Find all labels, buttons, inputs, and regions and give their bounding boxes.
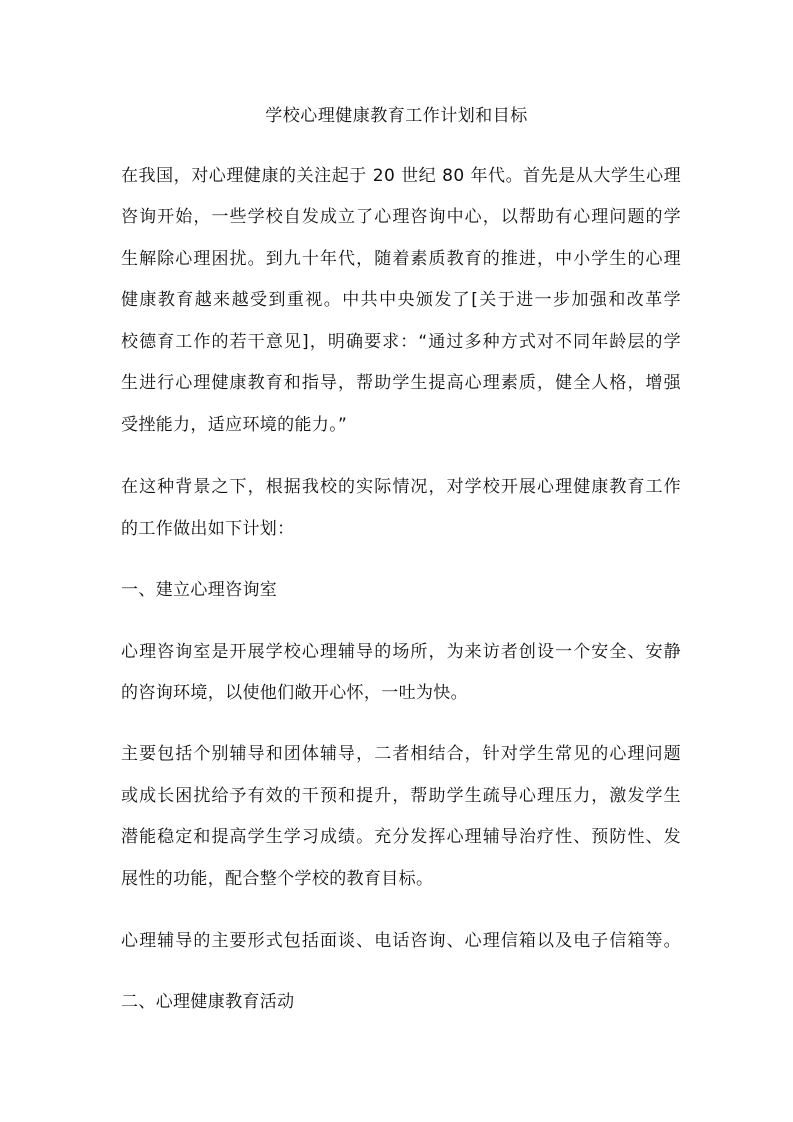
paragraph-4-line-3: 潜能稳定和提高学生学习成绩。充分发挥心理辅导治疗性、预防性、发: [121, 827, 681, 847]
paragraph-1-line-4: 健康教育越来越受到重视。中共中央颁发了[关于进一步加强和改革学: [121, 290, 681, 310]
section-heading-2: 二、心理健康教育活动: [121, 992, 295, 1012]
paragraph-5-line-1: 心理辅导的主要形式包括面谈、电话咨询、心理信箱以及电子信箱等。: [121, 931, 681, 951]
paragraph-1-line-3: 生解除心理困扰。到九十年代，随着素质教育的推进，中小学生的心理: [121, 249, 681, 269]
paragraph-2-line-2: 的工作做出如下计划：: [121, 519, 295, 539]
paragraph-3-line-2: 的咨询环境，以使他们敞开心怀，一吐为快。: [121, 683, 468, 703]
paragraph-4-line-4: 展性的功能，配合整个学校的教育目标。: [121, 869, 434, 889]
section-heading-1: 一、建立心理咨询室: [121, 580, 278, 600]
document-title: 学校心理健康教育工作计划和目标: [265, 106, 528, 126]
paragraph-1-line-2: 咨询开始，一些学校自发成立了心理咨询中心，以帮助有心理问题的学: [121, 207, 681, 227]
paragraph-3-line-1: 心理咨询室是开展学校心理辅导的场所，为来访者创设一个安全、安静: [121, 642, 681, 662]
paragraph-4-line-2: 或成长困扰给予有效的干预和提升，帮助学生疏导心理压力，激发学生: [121, 786, 681, 806]
paragraph-1-line-7: 受挫能力，适应环境的能力。”: [121, 415, 348, 435]
paragraph-2-line-1: 在这种背景之下，根据我校的实际情况，对学校开展心理健康教育工作: [121, 477, 681, 497]
paragraph-1-line-5: 校德育工作的若干意见]，明确要求：“通过多种方式对不同年龄层的学: [121, 332, 681, 352]
paragraph-1-line-6: 生进行心理健康教育和指导，帮助学生提高心理素质，健全人格，增强: [121, 373, 681, 393]
paragraph-4-line-1: 主要包括个别辅导和团体辅导，二者相结合，针对学生常见的心理问题: [121, 744, 681, 764]
paragraph-1-line-1: 在我国，对心理健康的关注起于 20 世纪 80 年代。首先是从大学生心理: [121, 166, 681, 186]
